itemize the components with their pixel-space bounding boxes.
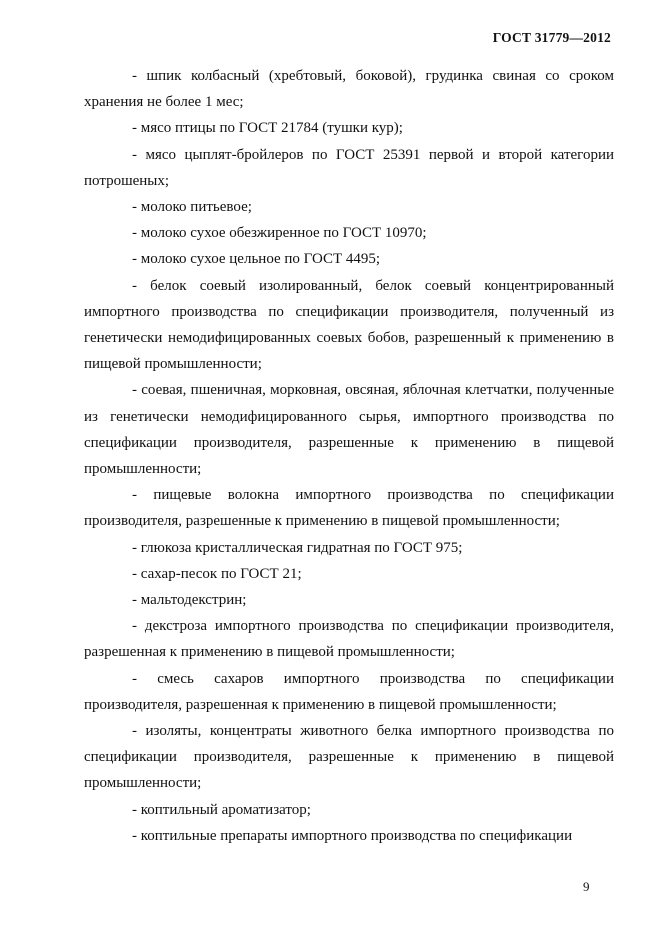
list-item: - глюкоза кристаллическая гидратная по ГОСТ 975; — [132, 539, 463, 556]
list-item: - белок соевый изолированный, белок соевый концентрированный импортного производства по спецификации производителя, полученный из генетически немодифицированных соевых бобов, разрешенный к применению в пищевой промышленности; — [84, 277, 614, 373]
list-item: - мальтодекстрин; — [132, 592, 247, 609]
list-item: - коптильные препараты импортного производства по спецификации — [132, 827, 573, 844]
list-item: - сахар-песок по ГОСТ 21; — [132, 565, 302, 582]
list-item: - шпик колбасный (хребтовый, боковой), грудинка свиная со сроком хранения не более 1 мес; — [84, 68, 614, 111]
ingredient-list — [84, 63, 614, 849]
list-item: - молоко питьевое; — [132, 199, 252, 216]
list-item: - мясо цыплят-бройлеров по ГОСТ 25391 первой и второй категории потрошеных; — [84, 146, 614, 189]
list-item: - смесь сахаров импортного производства по спецификации производителя, разрешенная к применению в пищевой промышленности; — [84, 670, 614, 713]
list-item: - коптильный ароматизатор; — [132, 801, 311, 818]
list-item: - молоко сухое обезжиренное по ГОСТ 10970; — [132, 225, 427, 242]
list-item: - мясо птицы по ГОСТ 21784 (тушки кур); — [132, 120, 403, 137]
list-item: - декстроза импортного производства по спецификации производителя, разрешенная к применению в пищевой промышленности; — [84, 618, 614, 661]
document-header: ГОСТ 31779—2012 — [492, 30, 611, 45]
list-item: - изоляты, концентраты животного белка импортного производства по спецификации производителя, разрешенные к применению в пищевой промышленности; — [84, 723, 614, 792]
list-item: - соевая, пшеничная, морковная, овсяная, яблочная клетчатки, полученные из генетически немодифицированного сырья, импортного производства по спецификации производителя, разрешенные к применению в пищевой промышленности; — [84, 382, 614, 478]
page-number: 9 — [583, 879, 590, 894]
list-item: - пищевые волокна импортного производства по спецификации производителя, разрешенные к применению в пищевой промышленности; — [84, 487, 614, 530]
list-item: - молоко сухое цельное по ГОСТ 4495; — [132, 251, 381, 268]
